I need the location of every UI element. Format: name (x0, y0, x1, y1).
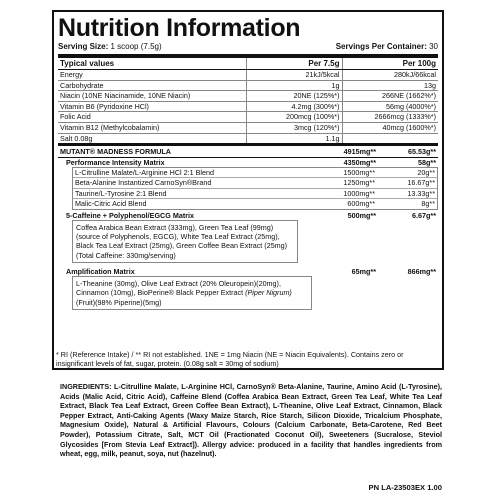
matrix-name: 5-Caffeine + Polyphenol/EGCG Matrix (66, 210, 195, 220)
serving-size: Serving Size: 1 scoop (7.5g) (58, 42, 162, 51)
table-row: Vitamin B6 (Pyridoxine HCl) 4.2mg (300%*) 56mg (4000%*) (60, 101, 436, 111)
part-number: PN LA-23503EX 1.00 (368, 483, 442, 492)
header-typical-values: Typical values (58, 58, 246, 70)
table-row: Niacin (10NE Niacinamide, 10NE Niacin) 20NE (125%*) 266NE (1662%*) (60, 91, 436, 101)
formula-name: MUTANT® MADNESS FORMULA (60, 147, 171, 157)
table-row: Vitamin B12 (Methylcobalamin) 3mcg (120%*) 40mcg (1600%*) (60, 122, 436, 132)
matrix-name: Performance Intensity Matrix (66, 157, 165, 167)
matrix-header: 5-Caffeine + Polyphenol/EGCG Matrix 500mg** 6.67g** (66, 210, 436, 220)
table-row: Salt 0.08g 1.1g (58, 133, 438, 145)
matrix-description: L-Theanine (30mg), Olive Leaf Extract (20% Oleuropein)(20mg), Cinnamon (10mg), BioPerine® Black Pepper Extract (Piper Nigrum)(Fruit)(98% Piperine)(5mg) (76, 279, 292, 307)
formula-row (58, 147, 438, 157)
table-row: Carbohydrate 1g 13g (60, 80, 436, 90)
list-item: L-Citrulline Malate/L-Arginine HCl 2:1 Blend 1500mg** 20g** (75, 167, 435, 177)
ingredients-text: INGREDIENTS: L-Citrulline Malate, L-Arginine HCl, CarnoSyn® Beta-Alanine, Taurine, Amino Acid (L-Tyrosine), Acids (Malic Acid, Citric Acid), Caffeine Blend (Coffea Arabica Bean Extract, Green Tea Leaf, White Tea Leaf Extract, Black Tea Leaf Extract, Green Coffee Bean Extract), L-Theanine, Olive Leaf Extract, Cinnamon, Black Pepper Extract, Anti-Caking Agents (Waxy Maize Starch, Rice Starch, Silicon Dioxide, Tricalcium Phosphate, Magnesium Oxide), Natural & Artificial Flavours, Colours (Calcium Carbonate, Beta-Carotene, Red Beet Powder), Potassium Citrate, Salt, MCT Oil (Fractionated Coconut Oil), Sweeteners (Sucralose, Steviol Glycosides [From Stevia Leaf Extract]). Allergy advice: produced in a facility that handles ingredients from wheat, egg, milk, peanut, soya, nut (hazelnut). (60, 382, 442, 459)
matrix-items-box (72, 167, 438, 210)
nutrition-panel (52, 10, 444, 370)
formula-per-100g: 65.53g** (408, 147, 436, 157)
header-per-100g: Per 100g (342, 58, 438, 70)
matrix-description-box (72, 220, 298, 263)
footnote: * RI (Reference Intake) / ** RI not established. 1NE = 1mg Niacin (NE = Niacin Equivalents). Contains zero or insignificant levels of fat, sugar, protein. (0.08g salt = 30mg of sodium) (56, 350, 404, 369)
list-item: Taurine/L-Tyrosine 2:1 Blend 1000mg** 13.33g** (75, 188, 435, 198)
nutrient-header-row (58, 58, 438, 70)
serving-info (58, 42, 438, 58)
matrix-description-box (72, 276, 312, 310)
matrix-header: Performance Intensity Matrix 4350mg** 58g** (66, 157, 436, 167)
table-row: Energy 21kJ/5kcal 280kJ/66kcal (60, 70, 436, 79)
panel-title: Nutrition Information (58, 14, 301, 42)
formula-per-serving: 4915mg** (343, 147, 376, 157)
table-row: Folic Acid 200mcg (100%*) 2666mcg (1333%*) (60, 112, 436, 122)
matrix-name: Amplification Matrix (66, 266, 135, 276)
matrix-description: Coffea Arabica Bean Extract (333mg), Green Tea Leaf (99mg) (source of Polyphenols, EGCG), White Tea Leaf Extract (25mg), Black Tea Leaf Extract (25mg), Green Coffee Bean Extract (25mg) (Total Caffeine: 330mg/serving) (76, 223, 288, 260)
header-per-serving: Per 7.5g (246, 58, 342, 70)
list-item: Beta-Alanine Instantized CarnoSyn®Brand 1250mg** 16.67g** (75, 178, 435, 188)
list-item: Malic-Citric Acid Blend 600mg** 8g** (75, 199, 435, 209)
servings-per-container: Servings Per Container: 30 (335, 42, 438, 51)
nutrient-table (58, 58, 438, 146)
matrix-header: Amplification Matrix 65mg** 866mg** (66, 266, 436, 276)
